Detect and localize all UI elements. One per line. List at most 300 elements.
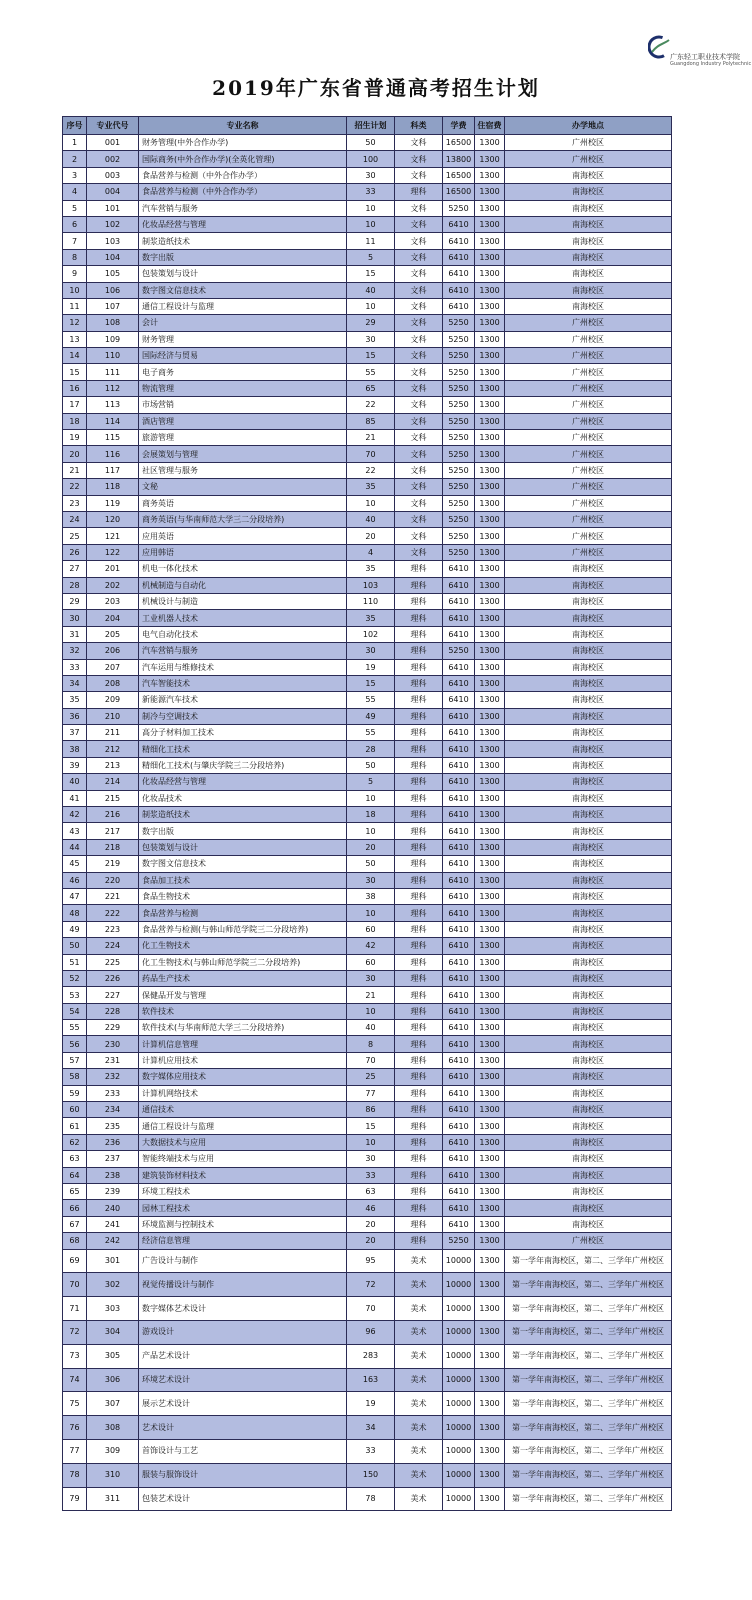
accommodation-fee: 1300 xyxy=(475,807,505,823)
row-number: 8 xyxy=(63,249,87,265)
accommodation-fee: 1300 xyxy=(475,397,505,413)
campus-location: 南海校区 xyxy=(505,1118,672,1134)
major-name: 智能终端技术与应用 xyxy=(139,1151,347,1167)
campus-location: 第一学年南海校区，第二、三学年广州校区 xyxy=(505,1273,672,1297)
accommodation-fee: 1300 xyxy=(475,643,505,659)
major-name: 软件技术(与华南师范大学三二分段培养) xyxy=(139,1020,347,1036)
enrollment-quota: 30 xyxy=(347,1151,395,1167)
row-number: 67 xyxy=(63,1216,87,1232)
row-number: 70 xyxy=(63,1273,87,1297)
major-name: 制浆造纸技术 xyxy=(139,233,347,249)
subject-category: 文科 xyxy=(395,430,443,446)
table-row xyxy=(63,708,672,724)
subject-category: 文科 xyxy=(395,315,443,331)
school-logo xyxy=(648,30,752,70)
accommodation-fee: 1300 xyxy=(475,1463,505,1487)
major-name: 市场营销 xyxy=(139,397,347,413)
major-name: 经济信息管理 xyxy=(139,1233,347,1249)
column-header: 学费 xyxy=(443,117,475,135)
enrollment-quota: 5 xyxy=(347,249,395,265)
page-title: 2019年广东省普通高考招生计划 xyxy=(212,76,540,100)
subject-category: 文科 xyxy=(395,511,443,527)
row-number: 15 xyxy=(63,364,87,380)
enrollment-quota: 10 xyxy=(347,298,395,314)
table-row xyxy=(63,167,672,183)
tuition-fee: 6410 xyxy=(443,725,475,741)
subject-category: 理科 xyxy=(395,1216,443,1232)
campus-location: 广州校区 xyxy=(505,331,672,347)
subject-category: 理科 xyxy=(395,757,443,773)
row-number: 26 xyxy=(63,544,87,560)
campus-location: 南海校区 xyxy=(505,1052,672,1068)
accommodation-fee: 1300 xyxy=(475,1003,505,1019)
tuition-fee: 6410 xyxy=(443,1151,475,1167)
row-number: 3 xyxy=(63,167,87,183)
accommodation-fee: 1300 xyxy=(475,200,505,216)
subject-category: 理科 xyxy=(395,839,443,855)
row-number: 52 xyxy=(63,970,87,986)
table-row xyxy=(63,1020,672,1036)
campus-location: 南海校区 xyxy=(505,1069,672,1085)
campus-location: 第一学年南海校区，第二、三学年广州校区 xyxy=(505,1392,672,1416)
table-row xyxy=(63,1233,672,1249)
accommodation-fee: 1300 xyxy=(475,823,505,839)
major-name: 化妆品经营与管理 xyxy=(139,774,347,790)
major-name: 数字媒体艺术设计 xyxy=(139,1297,347,1321)
tuition-fee: 5250 xyxy=(443,544,475,560)
accommodation-fee: 1300 xyxy=(475,364,505,380)
table-row xyxy=(63,921,672,937)
row-number: 1 xyxy=(63,135,87,151)
campus-location: 南海校区 xyxy=(505,1216,672,1232)
campus-location: 南海校区 xyxy=(505,807,672,823)
subject-category: 文科 xyxy=(395,413,443,429)
accommodation-fee: 1300 xyxy=(475,1416,505,1440)
row-number: 41 xyxy=(63,790,87,806)
row-number: 68 xyxy=(63,1233,87,1249)
enrollment-quota: 10 xyxy=(347,790,395,806)
campus-location: 广州校区 xyxy=(505,528,672,544)
major-name: 包装策划与设计 xyxy=(139,839,347,855)
enrollment-quota: 35 xyxy=(347,610,395,626)
tuition-fee: 5250 xyxy=(443,413,475,429)
major-code: 216 xyxy=(87,807,139,823)
accommodation-fee: 1300 xyxy=(475,1020,505,1036)
accommodation-fee: 1300 xyxy=(475,1249,505,1273)
enrollment-quota: 150 xyxy=(347,1463,395,1487)
row-number: 25 xyxy=(63,528,87,544)
row-number: 38 xyxy=(63,741,87,757)
accommodation-fee: 1300 xyxy=(475,331,505,347)
tuition-fee: 5250 xyxy=(443,528,475,544)
campus-location: 南海校区 xyxy=(505,561,672,577)
row-number: 69 xyxy=(63,1249,87,1273)
tuition-fee: 6410 xyxy=(443,1184,475,1200)
campus-location: 第一学年南海校区，第二、三学年广州校区 xyxy=(505,1249,672,1273)
subject-category: 理科 xyxy=(395,774,443,790)
enrollment-quota: 19 xyxy=(347,1392,395,1416)
row-number: 57 xyxy=(63,1052,87,1068)
table-row xyxy=(63,413,672,429)
campus-location: 南海校区 xyxy=(505,1020,672,1036)
subject-category: 理科 xyxy=(395,1200,443,1216)
major-code: 212 xyxy=(87,741,139,757)
accommodation-fee: 1300 xyxy=(475,872,505,888)
table-row xyxy=(63,1487,672,1511)
subject-category: 理科 xyxy=(395,1233,443,1249)
major-code: 310 xyxy=(87,1463,139,1487)
table-row xyxy=(63,1344,672,1368)
enrollment-quota: 20 xyxy=(347,528,395,544)
subject-category: 理科 xyxy=(395,987,443,1003)
row-number: 54 xyxy=(63,1003,87,1019)
major-code: 114 xyxy=(87,413,139,429)
table-row xyxy=(63,1118,672,1134)
row-number: 13 xyxy=(63,331,87,347)
subject-category: 美术 xyxy=(395,1273,443,1297)
accommodation-fee: 1300 xyxy=(475,954,505,970)
subject-category: 文科 xyxy=(395,446,443,462)
tuition-fee: 6410 xyxy=(443,1167,475,1183)
subject-category: 文科 xyxy=(395,331,443,347)
major-code: 242 xyxy=(87,1233,139,1249)
enrollment-quota: 10 xyxy=(347,216,395,232)
accommodation-fee: 1300 xyxy=(475,1184,505,1200)
major-code: 301 xyxy=(87,1249,139,1273)
campus-location: 南海校区 xyxy=(505,921,672,937)
subject-category: 理科 xyxy=(395,1003,443,1019)
major-code: 311 xyxy=(87,1487,139,1511)
row-number: 12 xyxy=(63,315,87,331)
subject-category: 文科 xyxy=(395,380,443,396)
major-name: 食品营养与检测 xyxy=(139,905,347,921)
major-name: 服装与服饰设计 xyxy=(139,1463,347,1487)
table-row xyxy=(63,856,672,872)
major-name: 酒店管理 xyxy=(139,413,347,429)
column-header: 办学地点 xyxy=(505,117,672,135)
major-name: 机械设计与制造 xyxy=(139,593,347,609)
accommodation-fee: 1300 xyxy=(475,249,505,265)
campus-location: 南海校区 xyxy=(505,692,672,708)
accommodation-fee: 1300 xyxy=(475,298,505,314)
enrollment-quota: 70 xyxy=(347,1052,395,1068)
campus-location: 南海校区 xyxy=(505,216,672,232)
table-row xyxy=(63,331,672,347)
subject-category: 理科 xyxy=(395,1151,443,1167)
subject-category: 理科 xyxy=(395,938,443,954)
campus-location: 南海校区 xyxy=(505,856,672,872)
accommodation-fee: 1300 xyxy=(475,430,505,446)
accommodation-fee: 1300 xyxy=(475,479,505,495)
accommodation-fee: 1300 xyxy=(475,708,505,724)
accommodation-fee: 1300 xyxy=(475,1439,505,1463)
tuition-fee: 16500 xyxy=(443,167,475,183)
major-name: 化妆品经营与管理 xyxy=(139,216,347,232)
enrollment-quota: 110 xyxy=(347,593,395,609)
subject-category: 理科 xyxy=(395,741,443,757)
table-row xyxy=(63,446,672,462)
major-name: 机械制造与自动化 xyxy=(139,577,347,593)
major-name: 财务管理 xyxy=(139,331,347,347)
enrollment-quota: 18 xyxy=(347,807,395,823)
table-row xyxy=(63,839,672,855)
enrollment-quota: 100 xyxy=(347,151,395,167)
major-code: 235 xyxy=(87,1118,139,1134)
major-code: 221 xyxy=(87,888,139,904)
table-row xyxy=(63,364,672,380)
enrollment-quota: 20 xyxy=(347,839,395,855)
enrollment-quota: 19 xyxy=(347,659,395,675)
subject-category: 理科 xyxy=(395,1102,443,1118)
major-name: 旅游管理 xyxy=(139,430,347,446)
campus-location: 南海校区 xyxy=(505,167,672,183)
campus-location: 南海校区 xyxy=(505,298,672,314)
accommodation-fee: 1300 xyxy=(475,1151,505,1167)
enrollment-quota: 15 xyxy=(347,266,395,282)
enrollment-quota: 20 xyxy=(347,1233,395,1249)
campus-location: 广州校区 xyxy=(505,413,672,429)
subject-category: 文科 xyxy=(395,216,443,232)
table-row xyxy=(63,135,672,151)
row-number: 30 xyxy=(63,610,87,626)
subject-category: 理科 xyxy=(395,1036,443,1052)
enrollment-quota: 30 xyxy=(347,872,395,888)
subject-category: 理科 xyxy=(395,921,443,937)
major-name: 汽车智能技术 xyxy=(139,675,347,691)
major-name: 精细化工技术 xyxy=(139,741,347,757)
subject-category: 美术 xyxy=(395,1463,443,1487)
row-number: 60 xyxy=(63,1102,87,1118)
major-name: 数字图文信息技术 xyxy=(139,856,347,872)
enrollment-quota: 10 xyxy=(347,823,395,839)
subject-category: 文科 xyxy=(395,200,443,216)
table-row xyxy=(63,790,672,806)
major-code: 229 xyxy=(87,1020,139,1036)
enrollment-quota: 86 xyxy=(347,1102,395,1118)
accommodation-fee: 1300 xyxy=(475,938,505,954)
enrollment-quota: 60 xyxy=(347,921,395,937)
table-row xyxy=(63,1085,672,1101)
major-code: 110 xyxy=(87,348,139,364)
row-number: 71 xyxy=(63,1297,87,1321)
row-number: 78 xyxy=(63,1463,87,1487)
subject-category: 理科 xyxy=(395,593,443,609)
campus-location: 南海校区 xyxy=(505,708,672,724)
subject-category: 文科 xyxy=(395,479,443,495)
accommodation-fee: 1300 xyxy=(475,1216,505,1232)
major-name: 药品生产技术 xyxy=(139,970,347,986)
tuition-fee: 6410 xyxy=(443,249,475,265)
major-code: 204 xyxy=(87,610,139,626)
subject-category: 理科 xyxy=(395,856,443,872)
subject-category: 理科 xyxy=(395,823,443,839)
subject-category: 理科 xyxy=(395,184,443,200)
enrollment-quota: 78 xyxy=(347,1487,395,1511)
subject-category: 美术 xyxy=(395,1439,443,1463)
major-code: 213 xyxy=(87,757,139,773)
table-row xyxy=(63,495,672,511)
enrollment-quota: 10 xyxy=(347,905,395,921)
row-number: 48 xyxy=(63,905,87,921)
enrollment-quota: 15 xyxy=(347,348,395,364)
major-code: 109 xyxy=(87,331,139,347)
campus-location: 广州校区 xyxy=(505,348,672,364)
campus-location: 广州校区 xyxy=(505,135,672,151)
tuition-fee: 5250 xyxy=(443,430,475,446)
tuition-fee: 10000 xyxy=(443,1368,475,1392)
campus-location: 第一学年南海校区，第二、三学年广州校区 xyxy=(505,1320,672,1344)
subject-category: 理科 xyxy=(395,1167,443,1183)
subject-category: 理科 xyxy=(395,905,443,921)
subject-category: 美术 xyxy=(395,1392,443,1416)
subject-category: 理科 xyxy=(395,725,443,741)
tuition-fee: 10000 xyxy=(443,1344,475,1368)
tuition-fee: 6410 xyxy=(443,774,475,790)
campus-location: 南海校区 xyxy=(505,577,672,593)
tuition-fee: 6410 xyxy=(443,757,475,773)
accommodation-fee: 1300 xyxy=(475,1297,505,1321)
accommodation-fee: 1300 xyxy=(475,888,505,904)
table-row xyxy=(63,692,672,708)
major-name: 汽车营销与服务 xyxy=(139,643,347,659)
tuition-fee: 6410 xyxy=(443,921,475,937)
row-number: 2 xyxy=(63,151,87,167)
enrollment-quota: 4 xyxy=(347,544,395,560)
column-header: 科类 xyxy=(395,117,443,135)
subject-category: 理科 xyxy=(395,1134,443,1150)
major-name: 广告设计与制作 xyxy=(139,1249,347,1273)
campus-location: 广州校区 xyxy=(505,151,672,167)
major-name: 新能源汽车技术 xyxy=(139,692,347,708)
tuition-fee: 6410 xyxy=(443,1216,475,1232)
tuition-fee: 6410 xyxy=(443,1069,475,1085)
subject-category: 美术 xyxy=(395,1416,443,1440)
table-row xyxy=(63,511,672,527)
tuition-fee: 16500 xyxy=(443,135,475,151)
table-row xyxy=(63,888,672,904)
school-name: 广东轻工职业技术学院 xyxy=(670,53,740,61)
major-code: 215 xyxy=(87,790,139,806)
table-row xyxy=(63,479,672,495)
major-code: 119 xyxy=(87,495,139,511)
major-code: 306 xyxy=(87,1368,139,1392)
swoosh-logo-icon xyxy=(648,34,670,60)
tuition-fee: 6410 xyxy=(443,266,475,282)
major-code: 117 xyxy=(87,462,139,478)
row-number: 44 xyxy=(63,839,87,855)
tuition-fee: 6410 xyxy=(443,298,475,314)
major-name: 数字出版 xyxy=(139,249,347,265)
campus-location: 南海校区 xyxy=(505,774,672,790)
major-code: 304 xyxy=(87,1320,139,1344)
enrollment-quota: 29 xyxy=(347,315,395,331)
accommodation-fee: 1300 xyxy=(475,1487,505,1511)
tuition-fee: 6410 xyxy=(443,872,475,888)
major-name: 电气自动化技术 xyxy=(139,626,347,642)
table-row xyxy=(63,593,672,609)
campus-location: 南海校区 xyxy=(505,938,672,954)
campus-location: 南海校区 xyxy=(505,593,672,609)
tuition-fee: 5250 xyxy=(443,315,475,331)
table-row xyxy=(63,184,672,200)
accommodation-fee: 1300 xyxy=(475,1085,505,1101)
major-code: 209 xyxy=(87,692,139,708)
table-row xyxy=(63,1003,672,1019)
major-code: 222 xyxy=(87,905,139,921)
campus-location: 南海校区 xyxy=(505,626,672,642)
campus-location: 广州校区 xyxy=(505,511,672,527)
table-row xyxy=(63,1184,672,1200)
subject-category: 理科 xyxy=(395,1052,443,1068)
major-name: 包装策划与设计 xyxy=(139,266,347,282)
enrollment-quota: 50 xyxy=(347,757,395,773)
tuition-fee: 6410 xyxy=(443,888,475,904)
column-header: 专业名称 xyxy=(139,117,347,135)
enrollment-quota: 30 xyxy=(347,167,395,183)
major-name: 通信工程设计与监理 xyxy=(139,298,347,314)
accommodation-fee: 1300 xyxy=(475,1200,505,1216)
table-row xyxy=(63,938,672,954)
major-code: 116 xyxy=(87,446,139,462)
enrollment-quota: 49 xyxy=(347,708,395,724)
accommodation-fee: 1300 xyxy=(475,675,505,691)
campus-location: 广州校区 xyxy=(505,380,672,396)
tuition-fee: 10000 xyxy=(443,1297,475,1321)
row-number: 23 xyxy=(63,495,87,511)
major-code: 207 xyxy=(87,659,139,675)
row-number: 46 xyxy=(63,872,87,888)
major-name: 物流管理 xyxy=(139,380,347,396)
tuition-fee: 6410 xyxy=(443,708,475,724)
row-number: 50 xyxy=(63,938,87,954)
major-name: 文秘 xyxy=(139,479,347,495)
accommodation-fee: 1300 xyxy=(475,446,505,462)
accommodation-fee: 1300 xyxy=(475,561,505,577)
major-code: 104 xyxy=(87,249,139,265)
accommodation-fee: 1300 xyxy=(475,741,505,757)
subject-category: 文科 xyxy=(395,364,443,380)
enrollment-quota: 46 xyxy=(347,1200,395,1216)
table-row xyxy=(63,725,672,741)
tuition-fee: 6410 xyxy=(443,823,475,839)
table-row xyxy=(63,249,672,265)
table-row xyxy=(63,462,672,478)
row-number: 43 xyxy=(63,823,87,839)
tuition-fee: 5250 xyxy=(443,495,475,511)
subject-category: 文科 xyxy=(395,233,443,249)
enrollment-quota: 63 xyxy=(347,1184,395,1200)
row-number: 16 xyxy=(63,380,87,396)
major-code: 205 xyxy=(87,626,139,642)
tuition-fee: 6410 xyxy=(443,839,475,855)
major-code: 308 xyxy=(87,1416,139,1440)
major-code: 302 xyxy=(87,1273,139,1297)
major-name: 软件技术 xyxy=(139,1003,347,1019)
major-name: 艺术设计 xyxy=(139,1416,347,1440)
major-name: 汽车运用与维修技术 xyxy=(139,659,347,675)
table-row xyxy=(63,1134,672,1150)
major-code: 307 xyxy=(87,1392,139,1416)
major-code: 101 xyxy=(87,200,139,216)
accommodation-fee: 1300 xyxy=(475,282,505,298)
row-number: 31 xyxy=(63,626,87,642)
enrollment-quota: 22 xyxy=(347,397,395,413)
subject-category: 理科 xyxy=(395,970,443,986)
subject-category: 美术 xyxy=(395,1344,443,1368)
campus-location: 广州校区 xyxy=(505,544,672,560)
enrollment-quota: 33 xyxy=(347,184,395,200)
major-code: 226 xyxy=(87,970,139,986)
